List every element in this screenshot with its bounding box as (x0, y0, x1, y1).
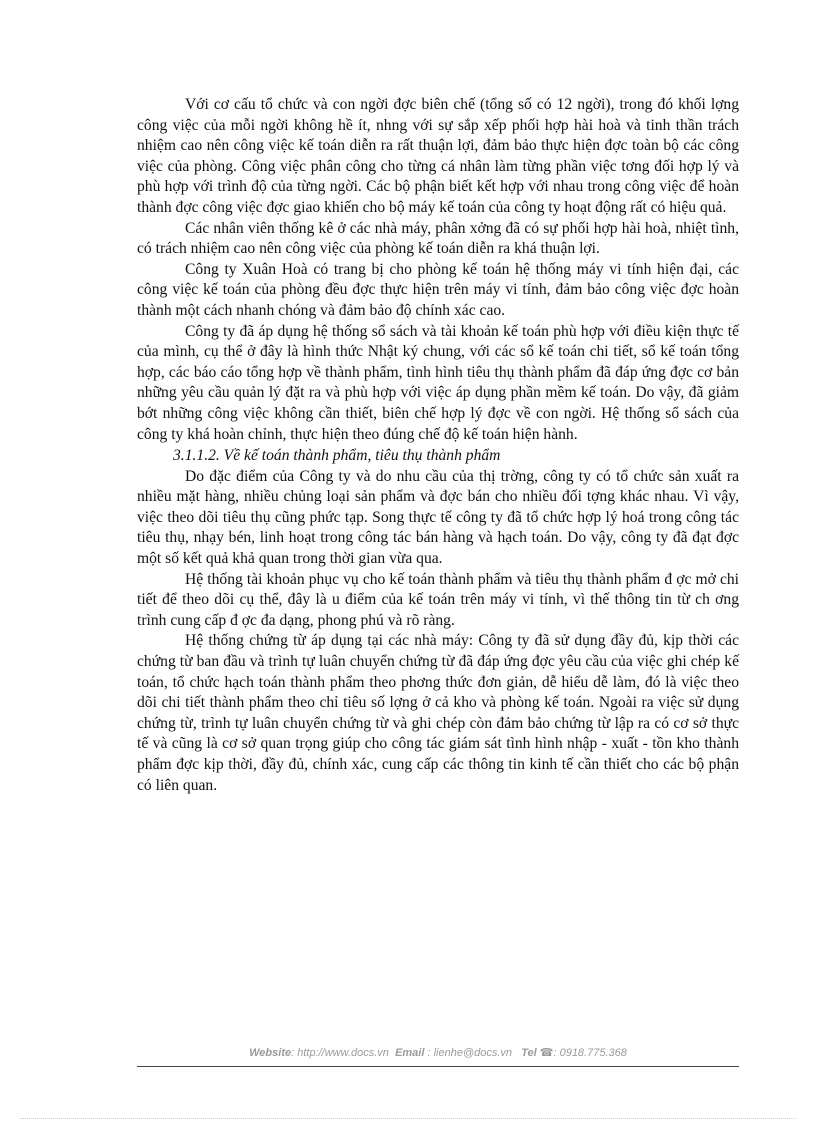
document-body (137, 95, 739, 796)
paragraph: Với cơ cấu tổ chức và con ngời đợc biên chế (tổng số có 12 ngời), trong đó khối lợng công việc của mỗi ngời không hề ít, nhng với sự sắp xếp phối hợp hài hoà và tinh thần trách nhiệm cao nên công việc kế toán diễn ra rất thuận lợi, đảm bảo thực hiện đợc toàn bộ các công việc của phòng. Công việc phân công cho từng cá nhân làm từng phần việc tơng đối hợp lý và phù hợp với trình độ của từng ngời. Các bộ phận biết kết hợp với nhau trong công việc để hoàn thành đợc công việc đợc giao khiến cho bộ máy kế toán của công ty hoạt động rất có hiệu quả. (137, 96, 739, 216)
paragraph: Do đặc điểm của Công ty và do nhu cầu của thị trờng, công ty có tổ chức sản xuất ra nhiều mặt hàng, nhiều chủng loại sản phẩm và đợc bán cho nhiều đối tợng khác nhau. Vì vậy, việc theo dõi tiêu thụ cũng phức tạp. Song thực tế công ty đã tổ chức hợp lý hoá trong công tác tiêu thụ, nhạy bén, linh hoạt trong công tác bán hàng và hạch toán. Do vậy, công ty đã đạt đợc một số kết quả khả quan trong thời gian vừa qua. (137, 467, 739, 568)
footer-email-label: Email (395, 1047, 425, 1059)
footer-tel-value: : 0918.775.368 (553, 1047, 627, 1059)
paragraph: Hệ thống tài khoản phục vụ cho kế toán thành phẩm và tiêu thụ thành phẩm đ ợc mở chi tiết để theo dõi cụ thể, đây là u điểm của kế toán trên máy vi tính, vì thế thông tin từ ch ơng trình cung cấp đ ợc đa dạng, phong phú và rõ ràng. (137, 570, 739, 629)
footer-website-label: Website (249, 1047, 292, 1059)
section-heading: 3.1.1.2. Về kế toán thành phẩm, tiêu thụ thành phẩm (173, 447, 501, 465)
paragraph: Công ty đã áp dụng hệ thống sổ sách và tài khoản kế toán phù hợp với điều kiện thực tế của mình, cụ thể ở đây là hình thức Nhật ký chung, với các sổ kế toán chi tiết, sổ kế toán tổng hợp, các báo cáo tổng hợp về thành phẩm, tình hình tiêu thụ thành phẩm đã đáp ứng đợc cơ bản những yêu cầu quản lý đặt ra và phù hợp với việc áp dụng phần mềm kế toán. Do vậy, đã giảm bớt những công việc không cần thiết, biên chế hợp lý đợc về con ngời. Hệ thống sổ sách của công ty khá hoàn chỉnh, thực hiện theo đúng chế độ kế toán hiện hành. (137, 322, 739, 443)
page-footer (137, 1045, 739, 1061)
footer-email-link[interactable]: : lienhe@docs.vn (427, 1047, 513, 1059)
paragraph: Các nhân viên thống kê ở các nhà máy, phân xởng đã có sự phối hợp hài hoà, nhiệt tình, có trách nhiệm cao nên công việc của phòng kế toán diễn ra khá thuận lợi. (137, 219, 739, 258)
footer-website-link[interactable]: : http://www.docs.vn (291, 1047, 389, 1059)
phone-icon: ☎ (539, 1047, 554, 1059)
paragraph: Công ty Xuân Hoà có trang bị cho phòng kế toán hệ thống máy vi tính hiện đại, các công việc kế toán của phòng đều đợc thực hiện trên máy vi tính, đảm bảo công việc đợc hoàn thành một cách nhanh chóng và đảm bảo độ chính xác cao. (137, 260, 739, 319)
paragraph: Hệ thống chứng từ áp dụng tại các nhà máy: Công ty đã sử dụng đầy đủ, kịp thời các chứng từ ban đầu và trình tự luân chuyển chứng từ đã đáp ứng đợc yêu cầu của việc ghi chép kế toán, tổ chức hạch toán thành phẩm theo phơng thức đơn giản, dễ hiểu dễ làm, đó là việc theo dõi chi tiết thành phẩm theo chỉ tiêu số lợng ở cả kho và phòng kế toán. Ngoài ra việc sử dụng chứng từ, trình tự luân chuyển chứng từ và ghi chép còn đảm bảo chứng từ lập ra có cơ sở thực tế và cũng là cơ sở quan trọng giúp cho công tác giám sát tình hình nhập - xuất - tồn kho thành phẩm đợc kịp thời, đầy đủ, chính xác, cung cấp các thông tin kinh tế cần thiết cho các bộ phận có liên quan. (137, 632, 739, 794)
footer-tel-label: Tel (521, 1047, 537, 1059)
page-bottom-border (20, 1118, 796, 1119)
footer-divider (137, 1066, 739, 1067)
